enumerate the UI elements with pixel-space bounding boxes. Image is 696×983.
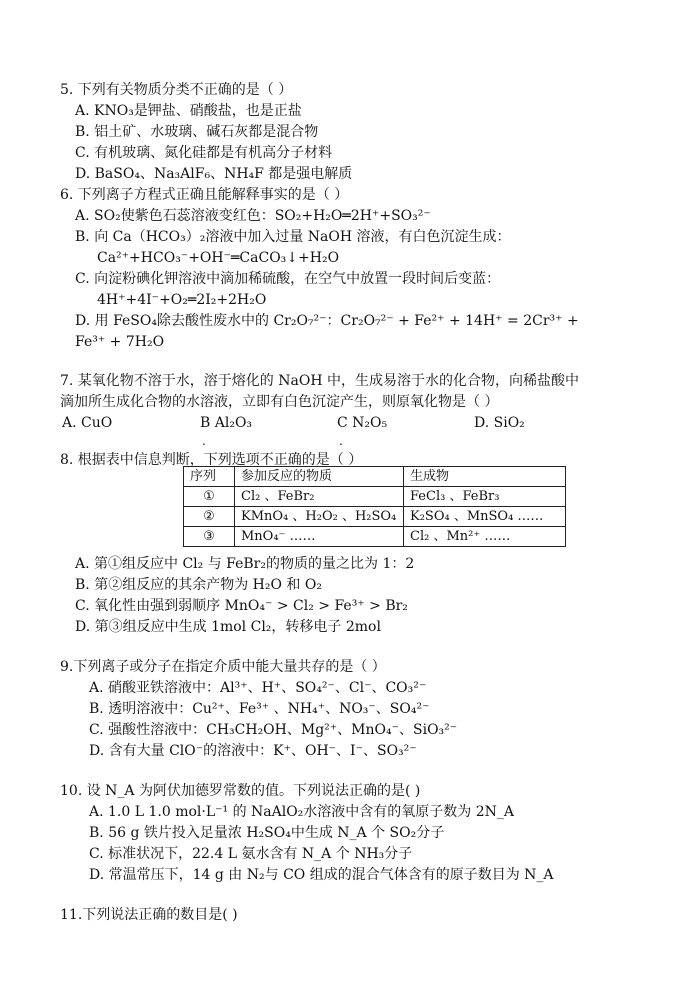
question-7-option-c: C N₂O₅ [337, 415, 388, 431]
question-7-dot-mark: . [202, 434, 206, 448]
question-7-option-a: A. CuO [62, 415, 113, 431]
table-row [184, 527, 566, 547]
question-8-option-d: D. 第③组反应中生成 1mol Cl₂，转移电子 2mol [75, 619, 381, 635]
question-10-option-a: A. 1.0 L 1.0 mol·L⁻¹ 的 NaAlO₂水溶液中含有的氧原子数为 2N_A [89, 804, 515, 820]
table-cell: MnO₄⁻ …… [235, 527, 404, 547]
question-6-option-d: D. 用 FeSO₄除去酸性废水中的 Cr₂O₇²⁻：Cr₂O₇²⁻ + Fe²⁺ + 14H⁺ = 2Cr³⁺ + [75, 313, 579, 329]
question-10-stem: 10. 设 N_A 为阿伏加德罗常数的值。下列说法正确的是( ) [60, 783, 421, 799]
question-10-option-c: C. 标准状况下，22.4 L 氨水含有 N_A 个 NH₃分子 [89, 846, 413, 862]
question-9-option-c: C. 强酸性溶液中：CH₃CH₂OH、Mg²⁺、MnO₄⁻、SiO₃²⁻ [89, 722, 458, 738]
question-5-option-b: B. 铝土矿、水玻璃、碱石灰都是混合物 [75, 124, 319, 140]
question-6-option-b: B. 向 Ca（HCO₃）₂溶液中加入过量 NaOH 溶液，有白色沉淀生成： [75, 229, 511, 245]
question-9-option-b: B. 透明溶液中：Cu²⁺、Fe³⁺ 、NH₄⁺、NO₃⁻、SO₄²⁻ [89, 701, 430, 717]
question-7-option-d: D. SiO₂ [474, 415, 525, 431]
question-7-stem-line2: 滴加所生成化合物的水溶液，立即有白色沉淀产生，则原氧化物是（ ） [60, 394, 499, 410]
question-8-option-b: B. 第②组反应的其余产物为 H₂O 和 O₂ [75, 577, 322, 593]
question-9-stem: 9.下列离子或分子在指定介质中能大量共存的是（ ） [60, 659, 386, 675]
table-row [184, 507, 566, 527]
question-5-option-c: C. 有机玻璃、氮化硅都是有机高分子材料 [75, 145, 333, 161]
reaction-table [183, 466, 566, 547]
question-7-stem-line1: 7. 某氧化物不溶于水，溶于熔化的 NaOH 中，生成易溶于水的化合物，向稀盐酸中 [60, 373, 579, 389]
table-cell: ③ [184, 527, 235, 547]
question-7-dot-mark: . [339, 434, 343, 448]
question-6-option-b-equation: Ca²⁺+HCO₃⁻+OH⁻═CaCO₃↓+H₂O [97, 250, 340, 266]
table-row [184, 487, 566, 507]
table-cell: KMnO₄ 、H₂O₂ 、H₂SO₄ [235, 507, 404, 527]
table-header-cell: 参加反应的物质 [235, 467, 404, 487]
table-cell: FeCl₃ 、FeBr₃ [404, 487, 566, 507]
question-11-stem: 11.下列说法正确的数目是( ) [60, 907, 238, 923]
question-6-option-c-equation: 4H⁺+4I⁻+O₂═2I₂+2H₂O [97, 292, 267, 308]
question-5-option-d: D. BaSO₄、Na₃AlF₆、NH₄F 都是强电解质 [75, 166, 353, 182]
table-cell: Cl₂ 、Mn²⁺ …… [404, 527, 566, 547]
question-7-option-b: B Al₂O₃ [200, 415, 253, 431]
table-cell: Cl₂ 、FeBr₂ [235, 487, 404, 507]
question-9-option-a: A. 硝酸亚铁溶液中：Al³⁺、H⁺、SO₄²⁻、Cl⁻、CO₃²⁻ [89, 680, 427, 696]
table-header-row [184, 467, 566, 487]
question-8-option-c: C. 氧化性由强到弱顺序 MnO₄⁻ > Cl₂ > Fe³⁺ > Br₂ [75, 598, 408, 614]
table-cell: ① [184, 487, 235, 507]
table-cell: K₂SO₄ 、MnSO₄ …… [404, 507, 566, 527]
question-6-option-a: A. SO₂使紫色石蕊溶液变红色：SO₂+H₂O═2H⁺+SO₃²⁻ [75, 208, 431, 224]
table-header-cell: 生成物 [404, 467, 566, 487]
table-cell: ② [184, 507, 235, 527]
question-6-stem: 6. 下列离子方程式正确且能解释事实的是（ ） [60, 187, 349, 203]
question-6-option-d-continued: Fe³⁺ + 7H₂O [75, 334, 165, 350]
question-5-stem: 5. 下列有关物质分类不正确的是（ ） [60, 82, 293, 98]
question-6-option-c: C. 向淀粉碘化钾溶液中滴加稀硫酸，在空气中放置一段时间后变蓝： [75, 271, 501, 287]
question-8-option-a: A. 第①组反应中 Cl₂ 与 FeBr₂的物质的量之比为 1：2 [75, 556, 415, 572]
question-10-option-b: B. 56 g 铁片投入足量浓 H₂SO₄中生成 N_A 个 SO₂分子 [89, 825, 445, 841]
question-5-option-a: A. KNO₃是钾盐、硝酸盐，也是正盐 [75, 103, 302, 119]
table-header-cell: 序列 [184, 467, 235, 487]
question-9-option-d: D. 含有大量 ClO⁻的溶液中：K⁺、OH⁻、I⁻、SO₃²⁻ [89, 743, 417, 759]
question-10-option-d: D. 常温常压下，14 g 由 N₂与 CO 组成的混合气体含有的原子数目为 N_A [89, 867, 554, 883]
question-8-stem: 8. 根据表中信息判断，下列选项不正确的是（ ） [60, 452, 363, 468]
